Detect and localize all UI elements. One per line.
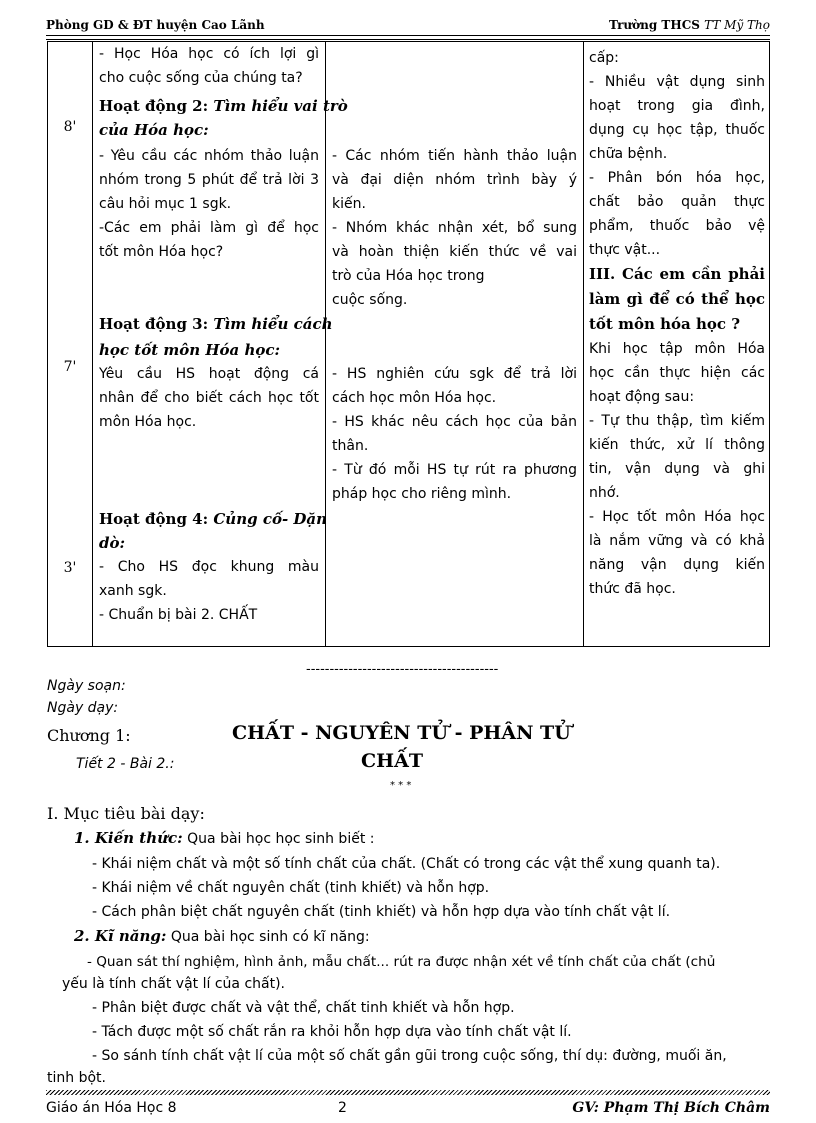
time-column: [48, 42, 93, 647]
skills-line-2: yếu là tính chất vật lí của chất).: [62, 976, 285, 992]
ngay-soan: Ngày soạn:: [47, 678, 126, 694]
header-right: Trường THCS TT Mỹ Thọ: [609, 18, 770, 32]
content-heading: làm gì để có thể học: [589, 290, 765, 308]
content-line: dụng cụ học tập, thuốc: [589, 122, 765, 138]
activity-heading: của Hóa học:: [99, 121, 209, 139]
page-number: 2: [338, 1100, 347, 1116]
content-line: là nắm vững và có khả: [589, 533, 765, 549]
content-line: - Phân bón hóa học,: [589, 170, 765, 186]
ngay-day: Ngày dạy:: [47, 700, 119, 716]
time-cell: 8': [63, 119, 77, 135]
content-line: kiến thức, xử lí thông: [589, 437, 765, 453]
activity-heading: Hoạt động 3: Tìm hiểu cách: [99, 315, 333, 333]
teacher-line: xanh sgk.: [99, 583, 167, 599]
student-activity-column: [326, 42, 584, 647]
footer-right: GV: Phạm Thị Bích Châm: [572, 1100, 770, 1116]
knowledge-label: 1. Kiến thức:: [74, 829, 183, 847]
content-line: học cần thực hiện các: [589, 365, 765, 381]
time-cell: 7': [63, 359, 77, 375]
activity-heading: Hoạt động 2: Tìm hiểu vai trò: [99, 97, 348, 115]
lesson-title: CHẤT: [361, 750, 423, 772]
teacher-line: - Yêu cầu các nhóm thảo luận: [99, 148, 319, 164]
student-line: cách học môn Hóa học.: [332, 390, 497, 406]
student-line: và hoàn thiện kiến thức về vai: [332, 244, 577, 260]
content-line: - Tự thu thập, tìm kiếm: [589, 413, 765, 429]
activity-heading: Hoạt động 4: Củng cố- Dặn: [99, 510, 328, 528]
teacher-line: - Học Hóa học có ích lợi gì: [99, 46, 319, 62]
content-line: thức đã học.: [589, 581, 676, 597]
skills-item-2: - Tách được một số chất rắn ra khỏi hỗn hợp dựa vào tính chất vật lí.: [92, 1024, 572, 1040]
time-cell: 3': [63, 560, 77, 576]
student-line: pháp học cho riêng mình.: [332, 486, 512, 502]
skills-label: 2. Kĩ năng:: [74, 927, 167, 945]
content-line: tin, vận dụng và ghi: [589, 461, 765, 477]
content-column: [584, 42, 770, 647]
footer-rule: [46, 1090, 770, 1095]
student-line: - Nhóm khác nhận xét, bổ sung: [332, 220, 577, 236]
content-line: thực vật...: [589, 242, 661, 258]
section-separator: -----------------------------------------: [306, 662, 499, 677]
student-line: - Từ đó mỗi HS tự rút ra phương: [332, 462, 577, 478]
student-line: - HS khác nêu cách học của bản: [332, 414, 577, 430]
teacher-line: cho cuộc sống của chúng ta?: [99, 70, 303, 86]
knowledge-item-2: - Khái niệm về chất nguyên chất (tinh khiết) và hỗn hợp.: [92, 880, 490, 896]
skills-line-1: - Quan sát thí nghiệm, hình ảnh, mẫu chất... rút ra được nhận xét về tính chất của chất (chủ: [87, 954, 716, 970]
student-line: kiến.: [332, 196, 366, 212]
student-line: - HS nghiên cứu sgk để trả lời: [332, 366, 577, 382]
content-line: năng vận dụng kiến: [589, 557, 765, 573]
knowledge-item-3: - Cách phân biệt chất nguyên chất (tinh khiết) và hỗn hợp dựa vào tính chất vật lí.: [92, 904, 671, 920]
student-line: trò của Hóa học trong: [332, 268, 485, 284]
knowledge-item-1: - Khái niệm chất và một số tính chất của chất. (Chất có trong các vật thể xung quanh ta).: [92, 856, 721, 872]
teacher-line: -Các em phải làm gì để học: [99, 220, 319, 236]
content-line: hoạt động sau:: [589, 389, 695, 405]
lesson-number: Tiết 2 - Bài 2.:: [76, 756, 175, 772]
content-line: Khi học tập môn Hóa: [589, 341, 765, 357]
section-objectives: I. Mục tiêu bài dạy:: [47, 804, 205, 823]
stars-divider: * * *: [390, 780, 412, 791]
content-line: chất bảo quản thực: [589, 194, 765, 210]
lesson-table: [47, 41, 770, 647]
content-line: phẩm, thuốc bảo vệ: [589, 218, 765, 234]
content-line: chữa bệnh.: [589, 146, 668, 162]
student-line: thân.: [332, 438, 369, 454]
skills-item-3: - So sánh tính chất vật lí của một số chất gần gũi trong cuộc sống, thí dụ: đường, muối ăn,: [92, 1048, 727, 1064]
teacher-line: nhóm trong 5 phút để trả lời 3: [99, 172, 319, 188]
teacher-line: Yêu cầu HS hoạt động cá: [99, 366, 319, 382]
footer-left: Giáo án Hóa Học 8: [46, 1100, 177, 1116]
teacher-activity-column: [93, 42, 348, 647]
content-line: - Học tốt môn Hóa học: [589, 509, 765, 525]
content-heading: tốt môn hóa học ?: [589, 315, 740, 333]
content-line: hoạt trong gia đình,: [589, 98, 765, 114]
activity-heading: học tốt môn Hóa học:: [99, 341, 281, 359]
skills-heading: 2. Kĩ năng: Qua bài học sinh có kĩ năng:: [74, 927, 370, 945]
student-line: cuộc sống.: [332, 292, 408, 308]
skills-item-1: - Phân biệt được chất và vật thể, chất tinh khiết và hỗn hợp.: [92, 1000, 515, 1016]
teacher-line: nhân để cho biết cách học tốt: [99, 390, 319, 406]
skills-item-3-cont: tinh bột.: [47, 1070, 106, 1086]
content-line: nhớ.: [589, 485, 620, 501]
chapter-title: CHẤT - NGUYÊN TỬ - PHÂN TỬ: [232, 722, 571, 744]
student-line: và đại diện nhóm trình bày ý: [332, 172, 577, 188]
teacher-line: - Cho HS đọc khung màu: [99, 559, 319, 575]
chapter-label: Chương 1:: [47, 726, 131, 745]
header-rule: [46, 35, 770, 40]
knowledge-heading: 1. Kiến thức: Qua bài học học sinh biết :: [74, 829, 375, 847]
teacher-line: câu hỏi mục 1 sgk.: [99, 196, 232, 212]
content-line: - Nhiều vật dụng sinh: [589, 74, 765, 90]
content-line: cấp:: [589, 50, 619, 66]
student-line: - Các nhóm tiến hành thảo luận: [332, 148, 577, 164]
header-left: Phòng GD & ĐT huyện Cao Lãnh: [46, 18, 265, 32]
activity-heading: dò:: [99, 534, 126, 552]
teacher-line: môn Hóa học.: [99, 414, 197, 430]
content-heading: III. Các em cần phải: [589, 265, 765, 283]
teacher-line: tốt môn Hóa học?: [99, 244, 224, 260]
header-right-italic: TT Mỹ Thọ: [704, 18, 770, 32]
teacher-line: - Chuẩn bị bài 2. CHẤT: [99, 607, 258, 623]
